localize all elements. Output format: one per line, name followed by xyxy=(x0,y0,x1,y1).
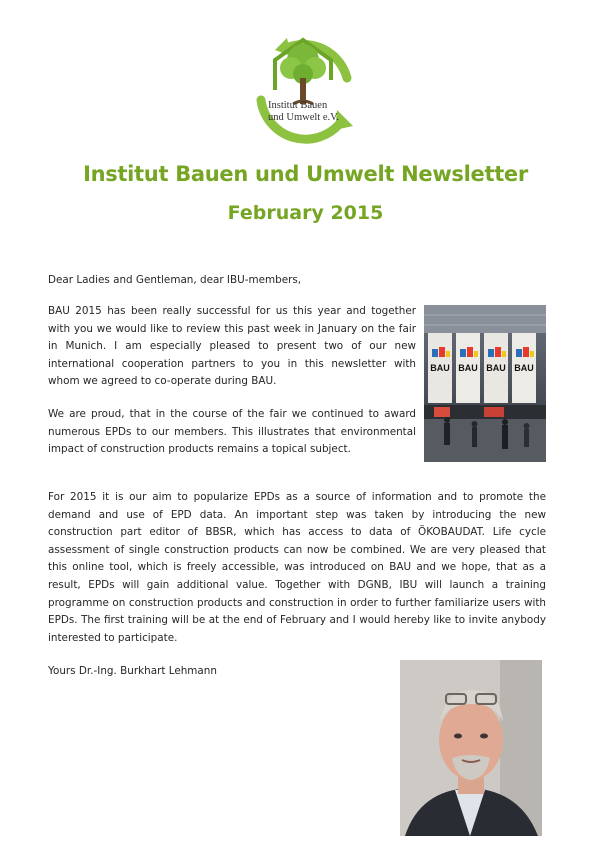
logo-line-1: Institut Bauen xyxy=(268,100,328,111)
banner-text-3: BAU xyxy=(486,363,506,373)
newsletter-title: Institut Bauen und Umwelt Newsletter xyxy=(83,162,528,186)
bau-fair-illustration xyxy=(424,305,546,462)
ibu-logo xyxy=(241,30,367,148)
banner-text-2: BAU xyxy=(458,363,478,373)
logo-line-2: und Umwelt e.V. xyxy=(268,112,339,123)
signature: Yours Dr.-Ing. Burkhart Lehmann xyxy=(48,665,217,677)
paragraph-1: BAU 2015 has been really successful for us this year and together with you we would like to review this past week in January on the fair in Munich. I am especially pleased to present two of our new international cooperation partners to you in this newsletter with whom we agreed to co-operate during BAU. xyxy=(48,305,416,388)
banner-text-4: BAU xyxy=(514,363,534,373)
greeting: Dear Ladies and Gentleman, dear IBU-members, xyxy=(48,274,302,286)
author-portrait xyxy=(400,660,542,836)
newsletter-date: February 2015 xyxy=(227,202,384,224)
bau-fair-photo xyxy=(424,305,546,462)
portrait-illustration xyxy=(400,660,542,836)
paragraph-3: For 2015 it is our aim to popularize EPDs as a source of information and to promote the demand and use of EPD data. An important step was taken by introducing the new construction part editor of BBSR, which has access to data of ÖKOBAUDAT. Life cycle assessment of single construction products can now be combined. We are very pleased that this online tool, which is freely accessible, was introduced on BAU and we hope, that as a result, EPDs will gain additional value. Together with DGNB, IBU will launch a training programme on construction products and construction in order to further familiarize users with EPDs. The first training will be at the end of February and I would hereby like to invite anybody interested to participate. xyxy=(48,491,546,644)
logo-text xyxy=(268,100,339,124)
banner-text-1: BAU xyxy=(430,363,450,373)
paragraph-2: We are proud, that in the course of the fair we continued to award numerous EPDs to our members. This illustrates that environmental impact of construction products remains a topical subject. xyxy=(48,408,416,456)
